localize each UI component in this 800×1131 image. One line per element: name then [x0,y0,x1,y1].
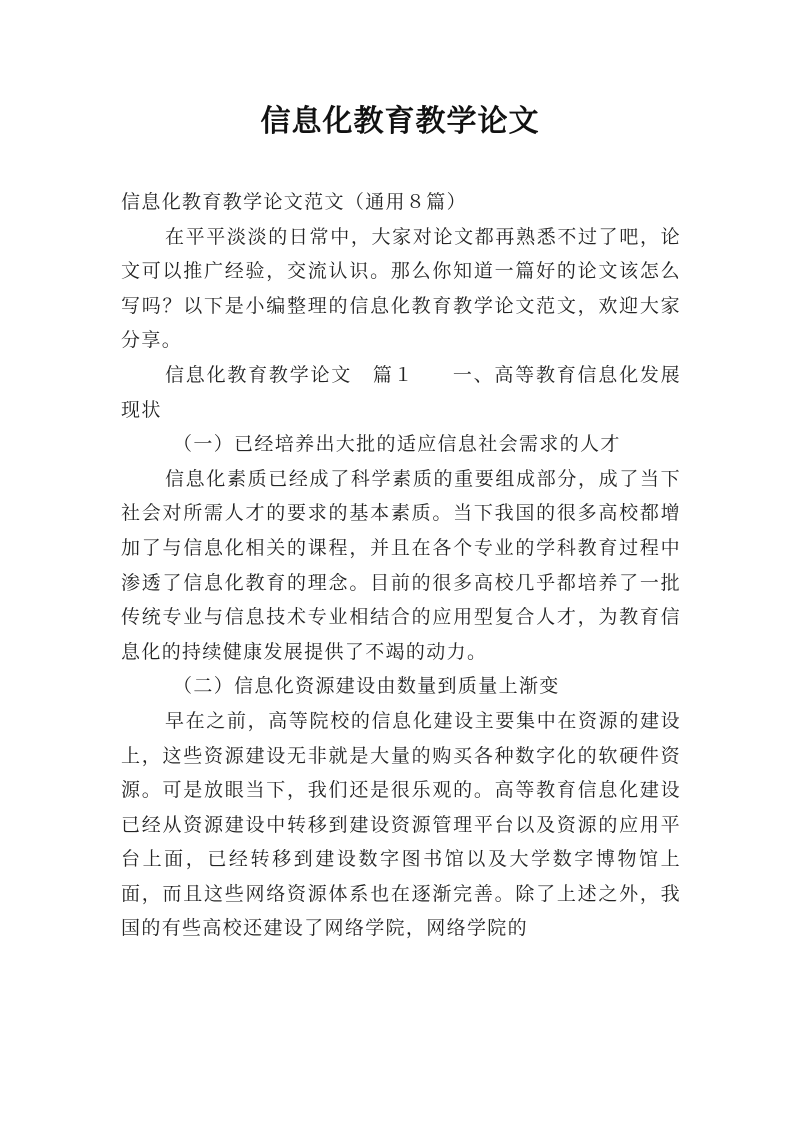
intro-paragraph: 在平平淡淡的日常中，大家对论文都再熟悉不过了吧，论文可以推广经验，交流认识。那么你知道一篇好的论文该怎么写吗？以下是小编整理的信息化教育教学论文范文，欢迎大家分享。 [121,225,681,352]
section-label: 信息化教育教学论文 篇１ [165,363,415,386]
subsection-heading-2: （二）信息化资源建设由数量到质量上渐变 [173,675,560,698]
document-body [121,185,681,946]
subsection-paragraph-2: 早在之前，高等院校的信息化建设主要集中在资源的建设上，这些资源建设无非就是大量的购买各种数字化的软硬件资源。可是放眼当下，我们还是很乐观的。高等教育信息化建设已经从资源建设中转移到建设资源管理平台以及资源的应用平台上面，已经转移到建设数字图书馆以及大学数字博物馆上面，而且这些网络资源体系也在逐渐完善。除了上述之外，我国的有些高校还建设了网络学院，网络学院的 [121,709,681,940]
subsection-paragraph-1: 信息化素质已经成了科学素质的重要组成部分，成了当下社会对所需人才的要求的基本素质。当下我国的很多高校都增加了与信息化相关的课程，并且在各个专业的学科教育过程中渗透了信息化教育的理念。目前的很多高校几乎都培养了一批传统专业与信息技术专业相结合的应用型复合人才，为教育信息化的持续健康发展提供了不竭的动力。 [121,467,681,663]
document-title: 信息化教育教学论文 [260,104,540,139]
document-subtitle: 信息化教育教学论文范文（通用８篇） [121,191,467,213]
section-heading [121,358,681,427]
section-title: 一、高等教育信息化发展现状 [121,363,681,421]
subsection-heading-1: （一）已经培养出大批的适应信息社会需求的人才 [173,433,621,456]
